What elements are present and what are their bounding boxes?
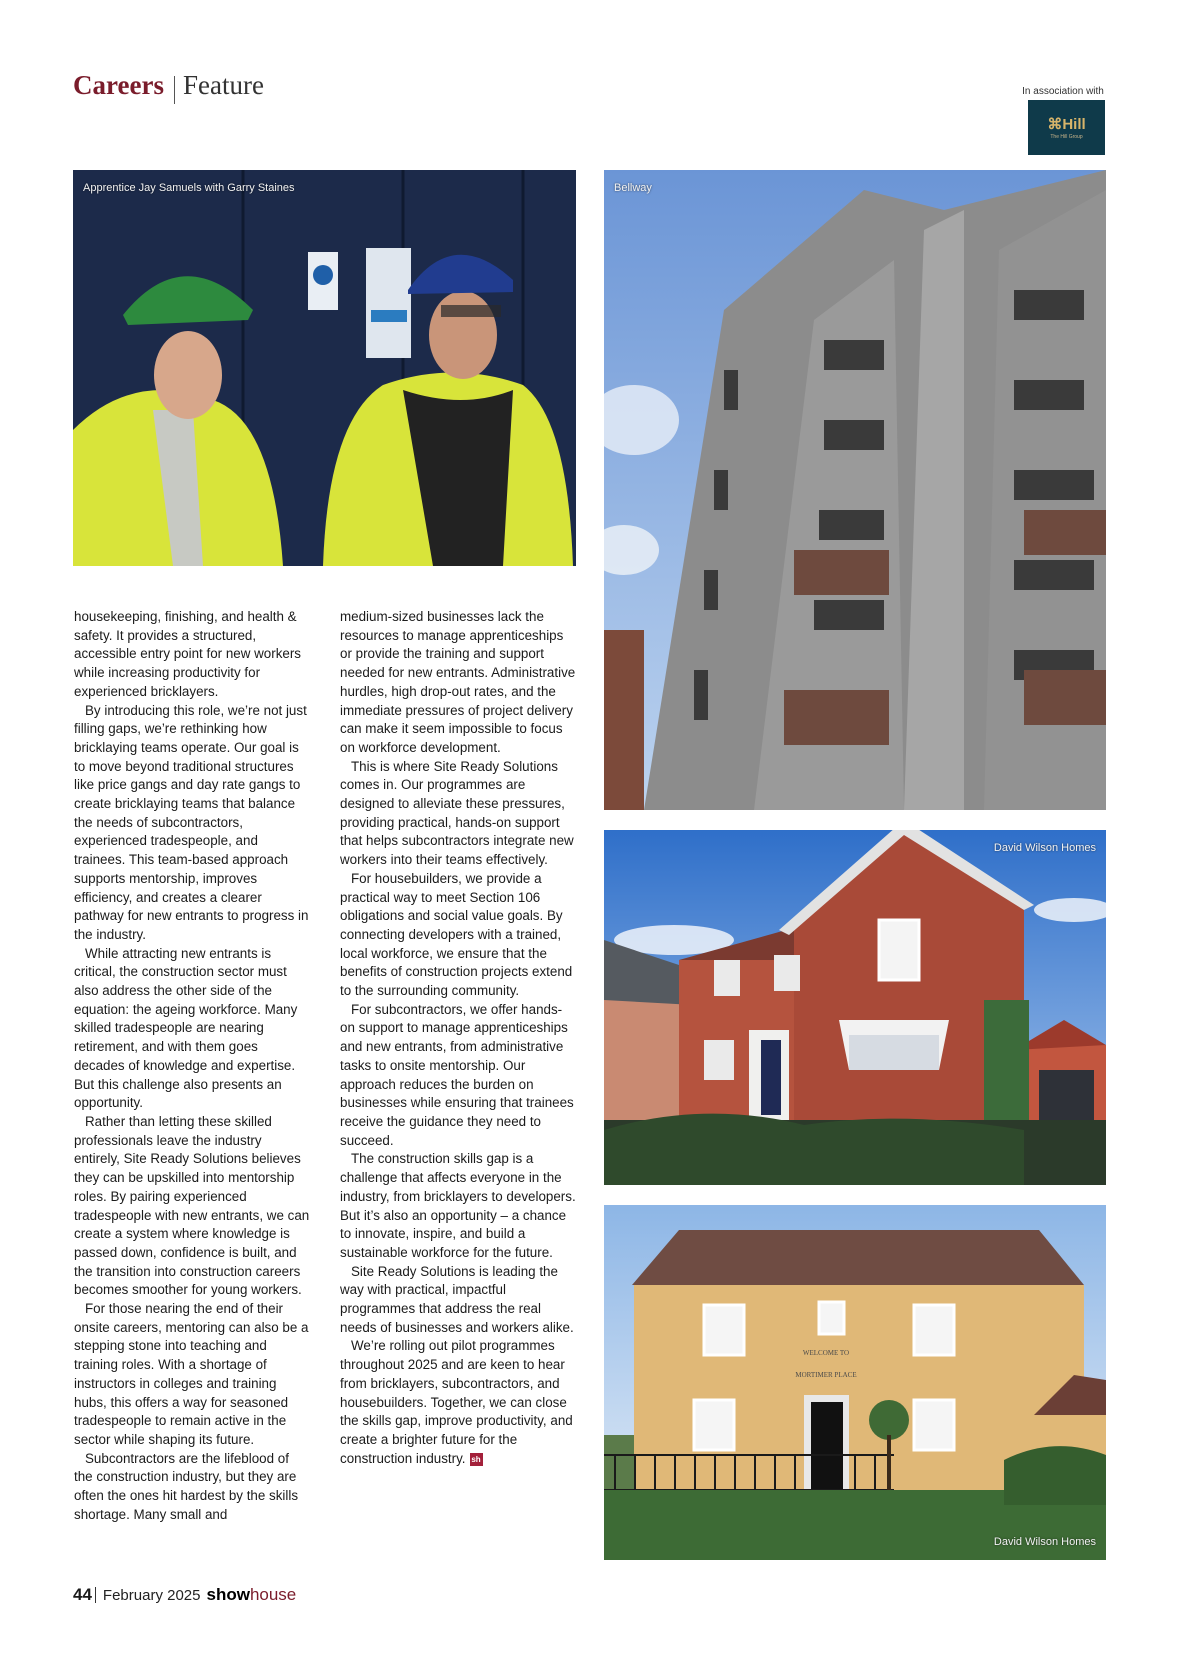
- dwh-photo-red-house: [604, 830, 1106, 1185]
- paragraph: Site Ready Solutions is leading the way with practical, impactful programmes that address the real needs of businesses and workers alike.: [340, 1263, 574, 1335]
- paragraph: For subcontractors, we offer hands-on support to manage apprenticeships and new entrants, from administrative tasks to onsite mentorship. Our approach reduces the burden on businesses while ensuring that trainees receive the guidance they need to succeed.: [340, 1001, 574, 1148]
- paragraph: Rather than letting these skilled professionals leave the industry entirely, Site Ready Solutions believes they can be upskilled into mentorship roles. By pairing experienced tradespeople with new entrants, we can create a system where knowledge is passed down, confidence is built, and the transition into construction careers becomes smoother for young workers.: [74, 1113, 310, 1298]
- hill-logo-tagline: The Hill Group: [1050, 134, 1083, 140]
- page-header: [73, 70, 264, 110]
- bellway-photo: [604, 170, 1106, 810]
- page-footer: [73, 1585, 296, 1605]
- article-column-2: [340, 608, 576, 1468]
- paragraph: For those nearing the end of their onsite careers, mentoring can also be a stepping stone into teaching and training roles. With a shortage of instructors in colleges and training hubs, this offers a way for seasoned tradespeople to remain active in the sector while shaping its future.: [74, 1301, 309, 1447]
- paragraph: Subcontractors are the lifeblood of the construction industry, but they are often the ones hit hardest by the skills shortage. Many small and: [74, 1450, 299, 1522]
- hill-logo: [1028, 100, 1105, 155]
- dwh-photo-yellow-house: [604, 1205, 1106, 1560]
- brand-logo-light: house: [249, 1585, 297, 1604]
- paragraph: medium-sized businesses lack the resources to manage apprenticeships or provide the training and support needed for new entrants. Administrative hurdles, high drop-out rates, and the immediate pressures of project delivery can make it seem impossible to focus on workforce development.: [340, 609, 576, 755]
- apprentice-photo: [73, 170, 576, 566]
- article-column-1: [74, 608, 310, 1524]
- brand-logo-bold: show: [206, 1585, 250, 1604]
- paragraph: This is where Site Ready Solutions comes in. Our programmes are designed to alleviate these pressures, providing practical, hands-on support that helps subcontractors integrate new workers into their teams effectively.: [340, 758, 574, 868]
- paragraph: The construction skills gap is a challenge that affects everyone in the industry, from bricklayers to developers. But it’s also an opportunity – a chance to innovate, inspire, and build a sustainable workforce for the future.: [340, 1151, 576, 1260]
- end-mark-icon: sh: [471, 1454, 481, 1464]
- paragraph: By introducing this role, we’re not just filling gaps, we’re rethinking how bricklaying teams operate. Our goal is to move beyond traditional structures like price gangs and day rate gangs to create bricklaying teams that balance the needs of subcontractors, experienced tradespeople, and trainees. This team-based approach supports mentorship, improves efficiency, and creates a clearer pathway for new entrants to progress in the industry.: [74, 702, 309, 942]
- paragraph: For housebuilders, we provide a practical way to meet Section 106 obligations and social value goals. By connecting developers with a trained, local workforce, we ensure that the benefits of construction projects extend to the surrounding community.: [340, 870, 573, 999]
- footer-divider: [95, 1587, 96, 1603]
- photo-caption-dwh-1: David Wilson Homes: [993, 842, 1096, 854]
- issue-date: February 2025: [102, 1586, 201, 1604]
- photo-caption-apprentice: Apprentice Jay Samuels with Garry Staines: [83, 182, 295, 194]
- svg-text:WELCOME TO: WELCOME TO: [802, 1349, 850, 1357]
- header-divider: [174, 76, 175, 104]
- hill-logo-text: ⌘Hill: [1047, 116, 1086, 133]
- paragraph-last-text: We’re rolling out pilot programmes throughout 2025 and are keen to hear from bricklayers, subcontractors, and housebuilders. Together, we can close the skills gap, improve productivity, and create a brighter future for the construction industry.: [340, 1338, 573, 1466]
- page-number: 44: [73, 1585, 92, 1604]
- section-subtitle: Feature: [182, 70, 264, 100]
- paragraph: While attracting new entrants is critical, the construction sector must also address the other side of the equation: the ageing workforce. Many skilled tradespeople are nearing retirement, and with them goes decades of knowledge and expertise. But this challenge also presents an opportunity.: [74, 945, 298, 1111]
- association-label: In association with: [1022, 86, 1104, 97]
- photo-caption-dwh-2: David Wilson Homes: [993, 1536, 1096, 1548]
- svg-text:MORTIMER PLACE: MORTIMER PLACE: [795, 1371, 857, 1379]
- paragraph: housekeeping, finishing, and health & safety. It provides a structured, accessible entry point for new workers while increasing productivity for experienced bricklayers.: [74, 609, 301, 699]
- photo-caption-bellway: Bellway: [614, 182, 652, 194]
- paragraph-last: [340, 1337, 576, 1468]
- section-title: Careers: [73, 70, 164, 100]
